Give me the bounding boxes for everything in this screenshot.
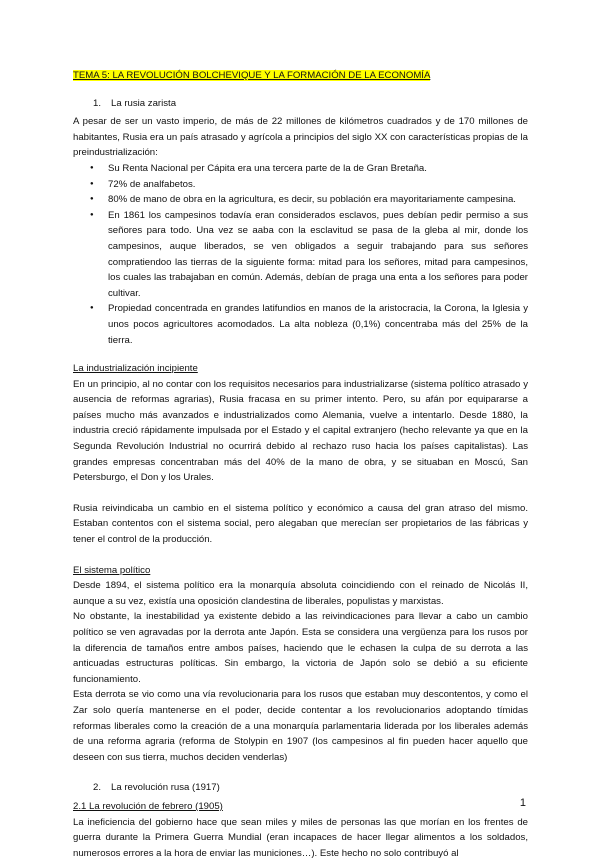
sistema-paragraph-3: Esta derrota se vio como una vía revolucionaria para los rusos que estaban muy descontentos, y como el Zar solo quería mantenerse en el poder, decide contentar a los revolucionarios adoptando tímidas reformas liberales como la creación de a una monarquía parlamentaria liderada por los liberales además de una reforma agraria (reforma de Stolypin en 1907 (los campesinos al fin pueden hacer aquello que deseen con sus tierra, muchos deciden venderlas) <box>73 689 528 763</box>
sistema-heading: El sistema político <box>73 564 151 576</box>
section-1-heading: 1. La rusia zarista <box>93 97 177 109</box>
list-item: ● 80% de mano de obra en la agricultura, es decir, su población era mayoritariamente campesina. <box>108 192 528 208</box>
industrializacion-paragraph-1: En un principio, al no contar con los requisitos necesarios para industrializarse (sistema político atrasado y ausencia de reformas agrarias), Rusia fracasa en su primer intento. Pero, su afán por equipararse a países mucho más avanzados e industrializados como Alemania, vuelve a intentarlo. Desde 1880, la industria creció rápidamente impulsada por el Estado y el capital extranjero (hecho relevante ya que en la Segunda Revolución Industrial no ocurrirá debido al rechazo ruso hacia los países capitalistas). Las grandes empresas concentraban más del 40% de la mano de obra, y se situaban en Moscú, San Petersburgo, el Don y los Urales. <box>73 378 528 484</box>
sistema-paragraph-2: No obstante, la inestabilidad ya existente debido a las reivindicaciones para llevar a cabo un cambio político se ven agravadas por la derrota ante Japón. Esta se considera una vergüenza para los rusos por la diferencia de tamaños entre ambos países, haciendo que le echasen la culpa de su derrota a las anticuadas estructuras políticas. Sin embargo, la victoria de Japón solo se debió a su eficiente funcionamiento. <box>73 611 528 685</box>
industrializacion-heading: La industrialización incipiente <box>73 363 198 375</box>
document-title: TEMA 5: LA REVOLUCIÓN BOLCHEVIQUE Y LA FORMACIÓN DE LA ECONOMÍA <box>73 70 431 81</box>
page-number: 1 <box>519 797 526 809</box>
industrializacion-paragraph-2: Rusia reivindicaba un cambio en el sistema político y económico a causa del gran atraso del mismo. Estaban contentos con el sistema social, pero alegaban que merecían ser propietarios de las fábricas y tener el control de la producción. <box>73 502 528 546</box>
list-item: ● Propiedad concentrada en grandes latifundios en manos de la aristocracia, la Corona, la Iglesia y unos pocos agricultores acomodados. La alta nobleza (0,1%) concentraba más del 25% de la tierra. <box>108 301 528 348</box>
bullet-list <box>73 161 528 348</box>
list-item: ● En 1861 los campesinos todavía eran considerados esclavos, pues debían pedir permiso a sus señores para todo. Una vez se aaba con la esclavitud se pasa de la gleba al mir, donde los campesinos, auque liberados, se ven obligados a seguir trabajando para sus señores compratiendoo las tierras de la siguiente forma: mitad para los señores, mitad para campesinos, los cuales las trabajaban en común. Además, debían de praga una enta a los señores para poder cultivar. <box>108 208 528 302</box>
list-item: ● Su Renta Nacional per Cápita era una tercera parte de la de Gran Bretaña. <box>108 161 528 177</box>
sistema-paragraph-1: Desde 1894, el sistema político era la monarquía absoluta coincidiendo con el reinado de Nicolás II, aunque a su vez, existía una oposición clandestina de liberales, populistas y marxistas. <box>73 580 528 607</box>
section-2-heading: 2. La revolución rusa (1917) <box>93 782 220 794</box>
document-page <box>73 68 528 861</box>
intro-paragraph: A pesar de ser un vasto imperio, de más de 22 millones de kilómetros cuadrados y de 170 millones de habitantes, Rusia era un país atrasado y agrícola a principios del siglo XX con características propias de la preindustrialización: <box>73 116 528 159</box>
febrero-paragraph-1: La ineficiencia del gobierno hace que sean miles y miles de personas las que morían en los frentes de guerra durante la Primera Guerra Mundial (eran incapaces de hacer llegar alimentos a los soldados, numerosos errores a la hora de enviar las municiones…). Este hecho no solo contribuyó al <box>73 816 528 859</box>
febrero-heading: 2.1 La revolución de febrero (1905) <box>73 800 223 812</box>
list-item: ● 72% de analfabetos. <box>108 177 528 193</box>
